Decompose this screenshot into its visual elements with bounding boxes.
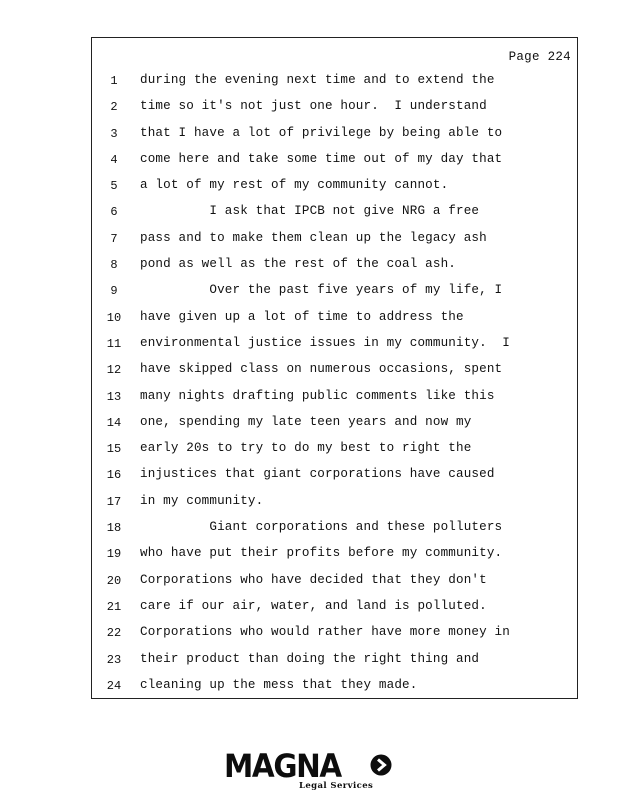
line-text: come here and take some time out of my day that [140,151,503,166]
line-text: time so it's not just one hour. I understand [140,99,487,114]
line-text: in my community. [140,493,264,508]
transcript-line [92,647,577,673]
line-text: environmental justice issues in my community. I [140,335,510,350]
transcript-line [92,94,577,120]
line-text: have skipped class on numerous occasions, spent [140,362,503,377]
transcript-line [92,515,577,541]
transcript-line [92,436,577,462]
transcript-line [92,594,577,620]
line-text: Corporations who have decided that they don't [140,572,487,587]
transcript-line [92,121,577,147]
line-number: 14 [106,415,122,430]
line-number: 10 [106,310,122,325]
transcript-line [92,199,577,225]
line-text: care if our air, water, and land is polluted. [140,598,487,613]
transcript-line [92,568,577,594]
line-text: pond as well as the rest of the coal ash. [140,257,457,272]
line-number: 11 [106,336,122,351]
transcript-lines [92,68,577,699]
transcript-line [92,410,577,436]
transcript-line [92,357,577,383]
line-number: 21 [106,599,122,614]
line-text: Giant corporations and these polluters [140,520,503,535]
line-number: 7 [110,231,118,246]
line-number: 1 [110,74,118,88]
line-number: 24 [106,678,122,693]
line-number: 22 [106,626,122,641]
line-number: 18 [106,521,122,536]
transcript-line [92,147,577,173]
line-number: 3 [110,126,118,141]
line-text: a lot of my rest of my community cannot. [140,178,449,193]
line-text: have given up a lot of time to address the [140,309,464,324]
line-number: 16 [106,468,122,483]
transcript-line [92,305,577,331]
transcript-line [92,489,577,515]
line-text: their product than doing the right thing and [140,651,480,666]
transcript-line [92,541,577,567]
line-text: who have put their profits before my community. [140,546,503,561]
transcript-line [92,278,577,304]
transcript-line [92,252,577,278]
line-number: 12 [106,363,122,378]
transcript-line [92,68,577,94]
line-number: 20 [106,573,122,588]
transcript-line [92,673,577,699]
line-text: early 20s to try to do my best to right the [140,441,472,456]
line-text: Corporations who would rather have more money in [140,625,510,640]
line-number: 17 [106,494,122,509]
logo-subtitle: Legal Services [299,781,374,791]
line-number: 9 [110,284,118,299]
line-number: 19 [106,547,122,562]
line-number: 8 [110,258,118,273]
page-number: Page 224 [508,50,571,64]
transcript-line [92,226,577,252]
line-number: 2 [110,100,118,115]
logo-wordmark: MAGNA [224,747,341,785]
line-text: Over the past five years of my life, I [140,283,503,298]
line-number: 6 [110,205,118,220]
line-text: during the evening next time and to extend the [140,73,495,87]
transcript-line [92,462,577,488]
line-text: cleaning up the mess that they made. [140,677,418,692]
transcript-line [92,173,577,199]
line-number: 13 [106,389,122,404]
transcript-page [91,37,578,699]
transcript-line [92,384,577,410]
line-text: pass and to make them clean up the legacy ash [140,230,487,245]
line-number: 5 [110,179,118,194]
line-text: one, spending my late teen years and now my [140,414,472,429]
chevron-right-circle-icon [370,754,392,776]
line-text: many nights drafting public comments like this [140,388,495,403]
line-number: 4 [110,152,118,167]
line-text: I ask that IPCB not give NRG a free [140,204,480,219]
line-number: 15 [106,442,122,457]
line-text: that I have a lot of privilege by being able to [140,125,503,140]
transcript-line [92,331,577,357]
transcript-line [92,620,577,646]
line-number: 23 [106,652,122,667]
magna-logo [224,748,396,794]
line-text: injustices that giant corporations have caused [140,467,495,482]
